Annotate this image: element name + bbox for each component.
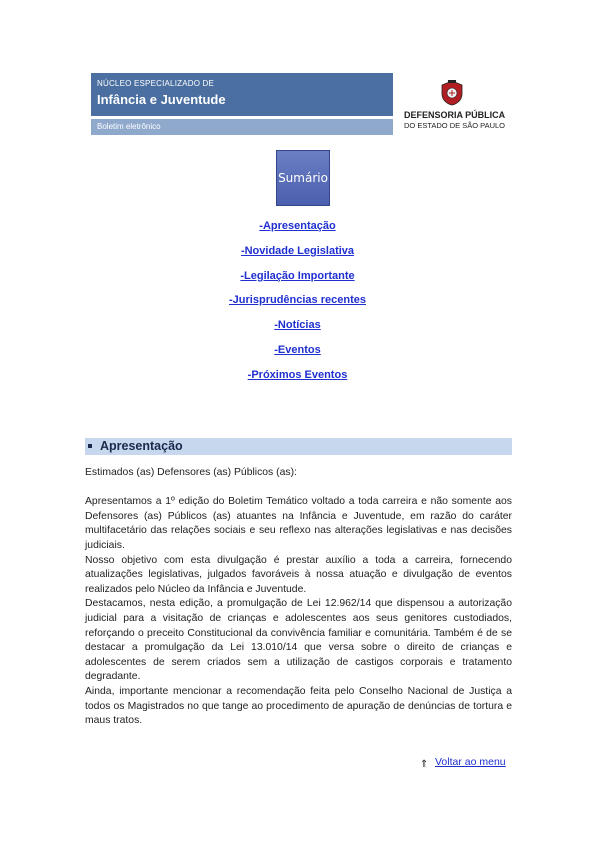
menu-link-jurisprudencias[interactable]: -Jurisprudências recentes <box>229 294 366 307</box>
banner-super-title: NÚCLEO ESPECIALIZADO DE <box>97 79 215 88</box>
greeting: Estimados (as) Defensores (as) Públicos (as): <box>85 467 297 478</box>
menu-link-proximos-eventos[interactable]: -Próximos Eventos <box>247 368 348 381</box>
defensoria-logo <box>402 80 514 136</box>
menu-link-legislacao-importante[interactable]: -Legilação Importante <box>240 269 355 282</box>
section-body <box>85 466 512 729</box>
menu-link-noticias[interactable]: -Notícias <box>274 319 321 332</box>
paragraph: Destacamos, nesta edição, a promulgação de Lei 12.962/14 que dispensou a autorização judicial para a visitação de crianças e adolescentes aos seus genitores custodiados, reforçando o preceito Constitucional da convivência familiar e comunitária. Também é de se destacar a promulgação da Lei 13.010/14 que versa sobre o direito de crianças e adolescentes de serem criados sem a utilização de castigos corporais e tratamento degradante. <box>85 598 512 683</box>
paragraph: Ainda, importante mencionar a recomendação feita pelo Conselho Nacional de Justiça a todos os Magistrados no que tange ao procedimento de apuração de denúncias de tortura e maus tratos. <box>85 685 512 727</box>
banner-bottom <box>91 119 393 135</box>
menu-link-eventos[interactable]: -Eventos <box>274 343 321 356</box>
summary-button-label: Sumário <box>278 171 328 185</box>
menu-link-novidade-legislativa[interactable]: -Novidade Legislativa <box>240 244 355 257</box>
logo-name: DEFENSORIA PÚBLICA <box>404 110 506 120</box>
banner-top <box>91 73 393 116</box>
up-arrow-icon: ⇑ <box>420 759 429 770</box>
banner-subtitle: Boletim eletrônico <box>97 122 161 131</box>
paragraph: Nosso objetivo com esta divulgação é prestar auxílio a toda a carreira, fornecendo atualizações legislativas, julgados favoráveis à nossa atuação e divulgação de eventos realizados pelo Núcleo da Infância e Juventude. <box>85 554 512 595</box>
paragraph: Apresentamos a 1º edição do Boletim Temático voltado a toda carreira e não somente aos Defensores (as) Públicos (as) atuantes na Infância e Juventude, em razão do caráter multifacetário das relações sociais e seu reflexo nas alterações legislativas e nas decisões judiciais. <box>85 496 512 551</box>
header-banner <box>91 73 393 135</box>
logo-state: DO ESTADO DE SÃO PAULO <box>404 121 505 130</box>
summary-button[interactable] <box>276 150 330 206</box>
banner-title: Infância e Juventude <box>97 92 226 107</box>
bullet-icon <box>88 444 92 448</box>
summary-menu <box>0 219 595 393</box>
state-seal-icon <box>440 80 464 106</box>
section-title: Apresentação <box>100 439 183 453</box>
menu-link-apresentacao[interactable]: -Apresentação <box>259 220 336 232</box>
section-header <box>85 438 512 455</box>
back-to-menu-link[interactable]: Voltar ao menu <box>435 756 506 768</box>
